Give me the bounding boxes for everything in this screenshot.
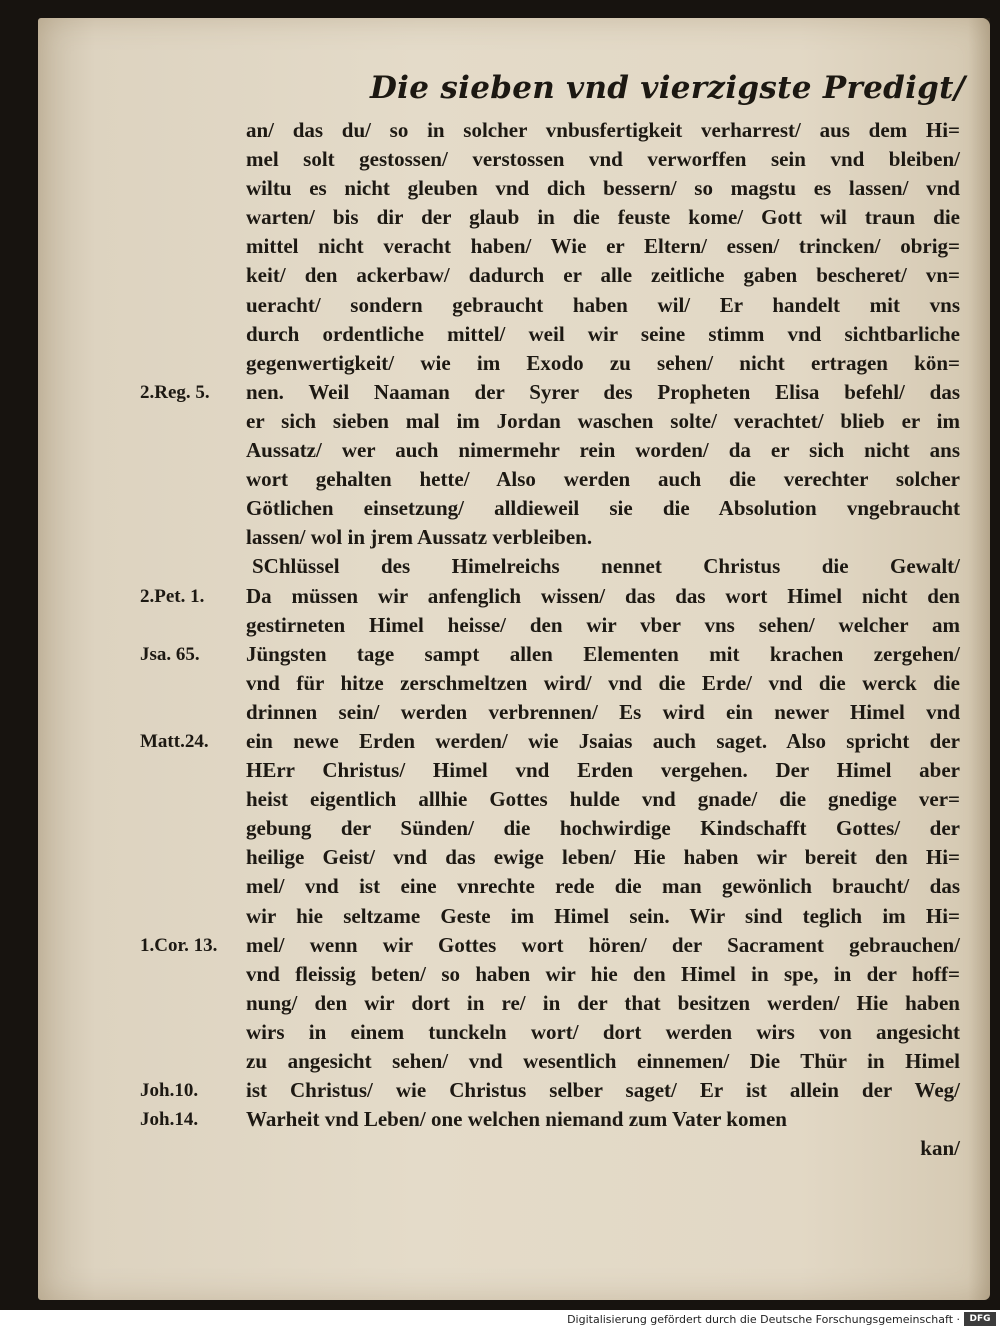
text-line: Götlichen einsetzung/ alldieweil sie die Absolution vngebraucht [246, 496, 960, 521]
margin-note: 2.Reg. 5. [140, 381, 210, 403]
text-line: Jüngsten tage sampt allen Elementen mit krachen zergehen/ [246, 641, 960, 666]
body-text [246, 116, 960, 1163]
text-line: gegenwertigkeit/ wie im Exodo zu sehen/ nicht ertragen kön= [246, 350, 960, 375]
text-line: wirs in einem tunckeln wort/ dort werden wirs von angesicht [246, 1019, 960, 1044]
margin-note: Matt.24. [140, 731, 209, 753]
text-line: mel/ vnd ist eine vnrechte rede die man gewönlich braucht/ das [246, 874, 960, 899]
text-line: lassen/ wol in jrem Aussatz verbleiben. [246, 525, 593, 550]
margin-note: Joh.14. [140, 1109, 199, 1131]
text-line: kan/ [920, 1136, 960, 1161]
text-line: nung/ den wir dort in re/ in der that besitzen werden/ Hie haben [246, 990, 960, 1015]
text-line: durch ordentliche mittel/ weil wir seine stimm vnd sichtbarliche [246, 321, 960, 346]
text-line: er sich sieben mal im Jordan waschen solte/ verachtet/ blieb er im [246, 408, 960, 433]
text-line: wir hie seltzame Geste im Himel sein. Wir sind teglich im Hi= [246, 903, 960, 928]
text-line: heist eigentlich allhie Gottes hulde vnd gnade/ die gnedige ver= [246, 787, 960, 812]
margin-note: Jsa. 65. [140, 643, 200, 665]
text-line: mel solt gestossen/ verstossen vnd verworffen sein vnd bleiben/ [246, 147, 960, 172]
text-line: wiltu es nicht gleuben vnd dich bessern/ so magstu es lassen/ vnd [246, 176, 960, 201]
text-line: Da müssen wir anfenglich wissen/ das das wort Himel nicht den [246, 583, 960, 608]
margin-note: 2.Pet. 1. [140, 585, 205, 607]
running-head: Die sieben vnd vierzigste Predigt/ [370, 70, 966, 106]
text-line: nen. Weil Naaman der Syrer des Propheten Elisa befehl/ das [246, 379, 960, 404]
text-line: mel/ wenn wir Gottes wort hören/ der Sacrament gebrauchen/ [246, 932, 960, 957]
text-line: ueracht/ sondern gebraucht haben wil/ Er handelt mit vns [246, 292, 960, 317]
text-line: zu angesicht sehen/ vnd wesentlich einnemen/ Die Thür in Himel [246, 1049, 960, 1073]
text-line: an/ das du/ so in solcher vnbusfertigkeit verharrest/ aus dem Hi= [246, 118, 960, 142]
text-line: wort gehalten hette/ Also werden auch die verechter solcher [246, 467, 960, 492]
text-line: keit/ den ackerbaw/ dadurch er alle zeitliche gaben bescheret/ vn= [246, 263, 960, 288]
text-line: ist Christus/ wie Christus selber saget/ Er ist allein der Weg/ [246, 1078, 960, 1103]
text-line: mittel nicht veracht haben/ Wie er Eltern/ essen/ trincken/ obrig= [246, 234, 960, 259]
text-line: gestirneten Himel heisse/ den wir vber vns sehen/ welcher am [246, 612, 960, 637]
dfg-logo: DFG [964, 1312, 996, 1326]
text-line: heilige Geist/ vnd das ewige leben/ Hie haben wir bereit den Hi= [246, 845, 960, 870]
text-line: warten/ bis dir der glaub in die feuste kome/ Gott wil traun die [246, 205, 960, 230]
text-line: HErr Christus/ Himel vnd Erden vergehen. Der Himel aber [246, 758, 960, 783]
text-line: Warheit vnd Leben/ one welchen niemand zum Vater komen [246, 1107, 787, 1132]
text-line: vnd für hitze zerschmeltzen wird/ vnd die Erde/ vnd die werck die [246, 670, 960, 695]
text-line: Aussatz/ wer auch nimermehr rein worden/ da er sich nicht ans [246, 438, 960, 463]
text-line: vnd fleissig beten/ so haben wir hie den Himel in spe, in der hoff= [246, 961, 960, 986]
text-line: ein newe Erden werden/ wie Jsaias auch saget. Also spricht der [246, 728, 960, 753]
margin-note: 1.Cor. 13. [140, 934, 218, 956]
text-line: gebung der Sünden/ die hochwirdige Kindschafft Gottes/ der [246, 816, 960, 841]
text-line: SChlüssel des Himelreichs nennet Christus die Gewalt/ [252, 554, 960, 579]
margin-note: Joh.10. [140, 1080, 199, 1102]
footer-credit: Digitalisierung gefördert durch die Deutsche Forschungsgemeinschaft · [567, 1313, 960, 1326]
text-line: drinnen sein/ werden verbrennen/ Es wird ein newer Himel vnd [246, 699, 960, 724]
